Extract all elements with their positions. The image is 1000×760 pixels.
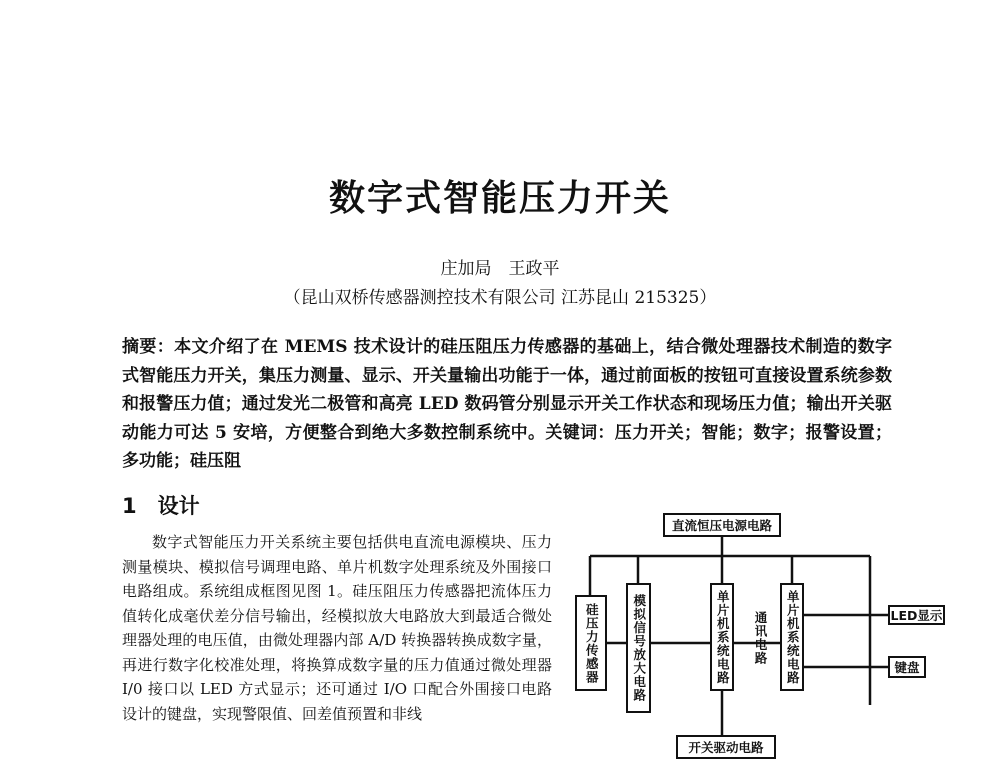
switch-driver-block bbox=[676, 735, 776, 759]
section-body-text: 数字式智能压力开关系统主要包括供电直流电源模块、压力测量模块、模拟信号调理电路、单片机数字处理系统及外围接口电路组成。系统组成框图见图 1。硅压阻压力传感器把流体压力值转化成毫伏差分信号输出，经模拟放大电路放大到最适合微处理器处理的电压值，由微处理器内部 A/D 转换器转换成数字量，再进行数字化校准处理，将换算成数字量的压力值通过微处理器 I/0 接口以 LED 方式显示；还可通过 I/O 口配合外围接口电路设计的键盘，实现警限值、回差值预置和非线 bbox=[122, 533, 552, 723]
sensor-label: 硅压力传感器 bbox=[584, 602, 600, 684]
mcu-2-label: 单片机系统电路 bbox=[785, 589, 801, 685]
led-display-label: LED显示 bbox=[890, 608, 943, 623]
led-display-block bbox=[888, 605, 945, 625]
switch-driver-label: 开关驱动电路 bbox=[688, 740, 764, 755]
paper-title: 数字式智能压力开关 bbox=[328, 178, 671, 219]
paper-affiliation: （昆山双桥传感器测控技术有限公司 江苏昆山 215325） bbox=[283, 288, 717, 308]
keyboard-block bbox=[888, 656, 926, 678]
mcu-1-label: 单片机系统电路 bbox=[715, 589, 731, 685]
paper-authors: 庄加局 王政平 bbox=[440, 259, 560, 279]
comm-circuit-label: 通讯电路 bbox=[753, 611, 768, 665]
mcu-block-1 bbox=[710, 583, 734, 691]
keyboard-label: 键盘 bbox=[894, 660, 920, 675]
power-supply-block bbox=[663, 513, 781, 537]
paper-abstract: 摘要：本文介绍了在 MEMS 技术设计的硅压阻压力传感器的基础上，结合微处理器技术制造的数字式智能压力开关，集压力测量、显示、开关量输出功能于一体，通过前面板的按钮可直接设置系统参数和报警压力值；通过发光二极管和高亮 LED 数码管分别显示开关工作状态和现场压力值；输出开关驱动能力可达 5 安培，方便整合到绝大多数控制系统中。关键词：压力开关；智能；数字；报警设置；多功能；硅压阻 bbox=[122, 337, 892, 471]
amplifier-label: 模拟信号放大电路 bbox=[631, 594, 647, 702]
system-block-diagram bbox=[570, 505, 990, 760]
mcu-block-2 bbox=[780, 583, 804, 691]
sensor-block bbox=[575, 595, 607, 691]
amplifier-block bbox=[626, 583, 651, 713]
power-supply-label: 直流恒压电源电路 bbox=[671, 518, 772, 533]
section-heading: 1 设计 bbox=[122, 494, 200, 518]
